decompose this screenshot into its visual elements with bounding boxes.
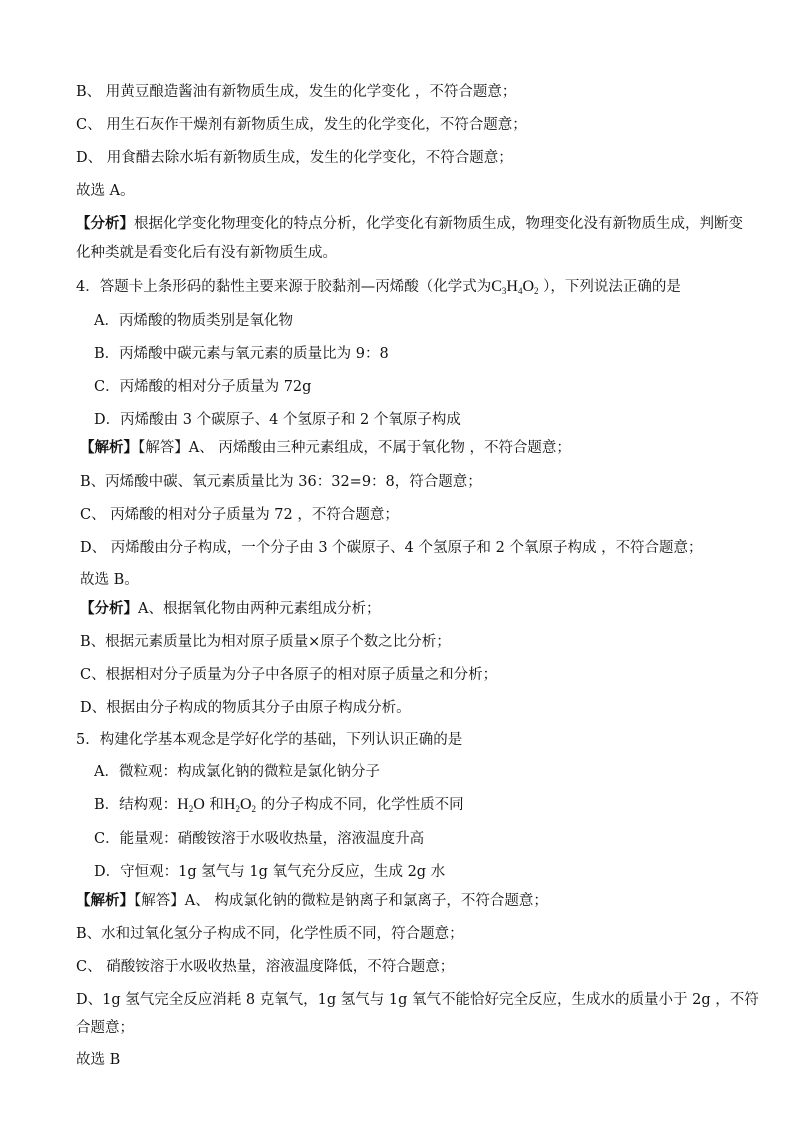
q4-formula: $C_3H_4O_2$: [491, 278, 539, 296]
hydrogen-peroxide-formula: $H_2O_2$: [223, 796, 257, 814]
q4-analysis-c: C、根据相对分子质量为分子中各原子的相对原子质量之和分析；: [80, 667, 498, 683]
q5-stem: 5．构建化学基本观念是学好化学的基础，下列认识正确的是: [76, 732, 463, 748]
q5-solution-a: 【解析】【解答】A、 构成氯化钠的微粒是钠离子和氯离子，不符合题意；: [76, 892, 548, 909]
q5-solution-d: D、1g 氢气完全反应消耗 8 克氧气，1g 氢气与 1g 氧气不能恰好完全反应，生成水的质量小于 2g ，不符: [76, 992, 759, 1008]
q4-analysis-d: D、根据由分子构成的物质其分子由原子构成分析。: [80, 700, 411, 716]
prev-solution-c: C、 用生石灰作干燥剂有新物质生成，发生的化学变化，不符合题意；: [76, 117, 527, 133]
q4-solution-c: C、 丙烯酸的相对分子质量为 72 ，不符合题意；: [80, 507, 399, 523]
q4-option-c: C．丙烯酸的相对分子质量为 72g: [94, 379, 312, 395]
q4-solution-b: B、丙烯酸中碳、氧元素质量比为 36：32=9：8，符合题意；: [80, 474, 482, 490]
q4-stem: [76, 277, 681, 297]
q5-option-d: D．守恒观：1g 氢气与 1g 氧气充分反应，生成 2g 水: [94, 864, 446, 880]
q5-solution-d-cont: 合题意；: [76, 1020, 134, 1036]
prev-solution-d: D、 用食醋去除水垢有新物质生成，发生的化学变化，不符合题意；: [76, 150, 513, 166]
analysis-tag: 【分析】: [80, 600, 138, 617]
q4-stem-post: ），下列说法正确的是: [538, 279, 681, 295]
prev-solution-b: B、 用黄豆酿造酱油有新物质生成，发生的化学变化 ，不符合题意；: [76, 84, 517, 100]
q4-option-b: B．丙烯酸中碳元素与氧元素的质量比为 9：8: [94, 346, 389, 362]
q4-analysis-a: 【分析】A、根据氧化物由两种元素组成分析；: [80, 600, 381, 617]
prev-analysis-text-1: 根据化学变化物理变化的特点分析，化学变化有新物质生成，物理变化没有新物质生成，判断变: [134, 216, 743, 232]
q5-option-b: B．结构观：$H_2O$ 和$H_2O_2$ 的分子构成不同，化学性质不同: [94, 796, 464, 814]
solution-tag: 【解析】: [76, 892, 134, 909]
q4-stem-pre: 4．答题卡上条形码的黏性主要来源于胶黏剂—丙烯酸（化学式为: [76, 279, 492, 295]
prev-analysis: [76, 214, 743, 234]
q5-option-a: A．微粒观：构成氯化钠的微粒是氯化钠分子: [94, 764, 380, 780]
q4-solution-d: D、 丙烯酸由分子构成，一个分子由 3 个碳原子、4 个氢原子和 2 个氧原子构成 ，不符合题意；: [80, 540, 703, 556]
q4-option-d: D．丙烯酸由 3 个碳原子、4 个氢原子和 2 个氧原子构成: [94, 412, 461, 428]
solution-tag: 【解析】: [80, 439, 138, 456]
analysis-tag: 【分析】: [76, 215, 134, 232]
prev-choice: 故选 A。: [76, 183, 135, 199]
q4-solution-a: 【解析】【解答】A、 丙烯酸由三种元素组成，不属于氧化物 ，不符合题意；: [80, 439, 571, 456]
q4-choice: 故选 B。: [80, 572, 139, 588]
water-formula: $H_2O$: [177, 796, 205, 814]
q5-option-c: C．能量观：硝酸铵溶于水吸收热量，溶液温度升高: [94, 831, 425, 847]
q5-choice: 故选 B: [76, 1052, 121, 1068]
q4-analysis-b: B、根据元素质量比为相对原子质量×原子个数之比分析；: [80, 634, 451, 650]
q5-solution-c: C、 硝酸铵溶于水吸收热量，溶液温度降低，不符合题意；: [76, 959, 455, 975]
q4-option-a: A．丙烯酸的物质类别是氧化物: [94, 313, 293, 329]
q5-solution-b: B、水和过氧化氢分子构成不同，化学性质不同，符合题意；: [76, 926, 464, 942]
prev-analysis-text-2: 化种类就是看变化后有没有新物质生成。: [76, 245, 337, 261]
